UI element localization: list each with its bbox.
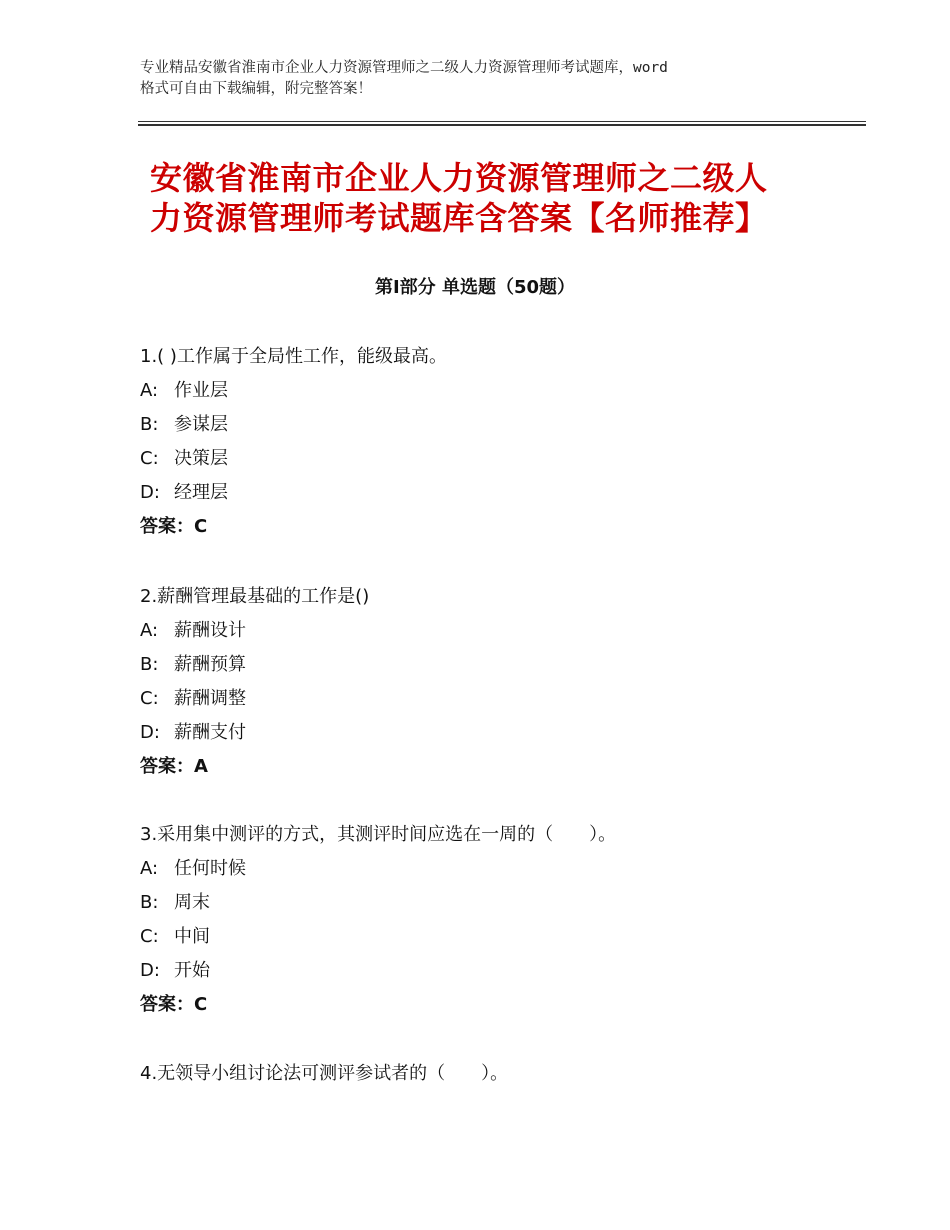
answer: 答案：A — [140, 756, 208, 777]
option-a — [140, 374, 840, 408]
option-text: 任何时候 — [174, 858, 246, 879]
option-c — [140, 920, 840, 954]
option-a — [140, 852, 840, 886]
option-text: 作业层 — [174, 380, 228, 401]
option-text: 薪酬预算 — [174, 654, 246, 675]
header-divider-thin — [138, 121, 866, 122]
section-heading: 第Ⅰ部分 单选题（50题） — [374, 277, 575, 298]
option-c — [140, 682, 840, 716]
option-d — [140, 954, 840, 988]
option-text: 经理层 — [174, 482, 228, 503]
option-text: 决策层 — [174, 448, 228, 469]
option-b — [140, 886, 840, 920]
header-note-line-2: 格式可自由下载编辑，附完整答案！ — [140, 81, 372, 97]
answer: 答案：C — [140, 516, 208, 537]
option-a — [140, 614, 840, 648]
question-3 — [140, 818, 840, 1022]
option-letter: C: — [140, 688, 159, 709]
option-letter: A: — [140, 620, 159, 641]
option-letter: C: — [140, 926, 159, 947]
option-letter: B: — [140, 654, 159, 675]
answer: 答案：C — [140, 994, 208, 1015]
option-b — [140, 648, 840, 682]
question-stem: 1.( )工作属于全局性工作，能级最高。 — [140, 346, 447, 367]
question-stem: 2.薪酬管理最基础的工作是() — [140, 586, 370, 607]
option-text: 周末 — [174, 892, 210, 913]
option-letter: B: — [140, 892, 159, 913]
question-4 — [140, 1057, 840, 1091]
header-divider-thick — [138, 124, 866, 126]
option-b — [140, 408, 840, 442]
option-text: 薪酬调整 — [174, 688, 246, 709]
option-text: 开始 — [174, 960, 210, 981]
document-title-line-1: 安徽省淮南市企业人力资源管理师之二级人 — [150, 159, 768, 197]
option-letter: B: — [140, 414, 159, 435]
option-text: 中间 — [174, 926, 210, 947]
question-2 — [140, 580, 840, 784]
document-title — [150, 158, 830, 238]
option-letter: D: — [140, 482, 160, 503]
option-text: 薪酬支付 — [174, 722, 246, 743]
header-note — [140, 58, 840, 100]
option-letter: C: — [140, 448, 159, 469]
question-1 — [140, 340, 840, 544]
header-note-line-1: 专业精品安徽省淮南市企业人力资源管理师之二级人力资源管理师考试题库，word — [140, 60, 668, 76]
question-stem: 3.采用集中测评的方式，其测评时间应选在一周的（ ）。 — [140, 824, 617, 845]
option-text: 参谋层 — [174, 414, 228, 435]
document-title-line-2: 力资源管理师考试题库含答案【名师推荐】 — [150, 199, 768, 237]
option-d — [140, 716, 840, 750]
option-letter: D: — [140, 960, 160, 981]
option-d — [140, 476, 840, 510]
option-letter: D: — [140, 722, 160, 743]
option-text: 薪酬设计 — [174, 620, 246, 641]
option-letter: A: — [140, 380, 159, 401]
question-stem: 4.无领导小组讨论法可测评参试者的（ ）。 — [140, 1063, 509, 1084]
option-c — [140, 442, 840, 476]
option-letter: A: — [140, 858, 159, 879]
